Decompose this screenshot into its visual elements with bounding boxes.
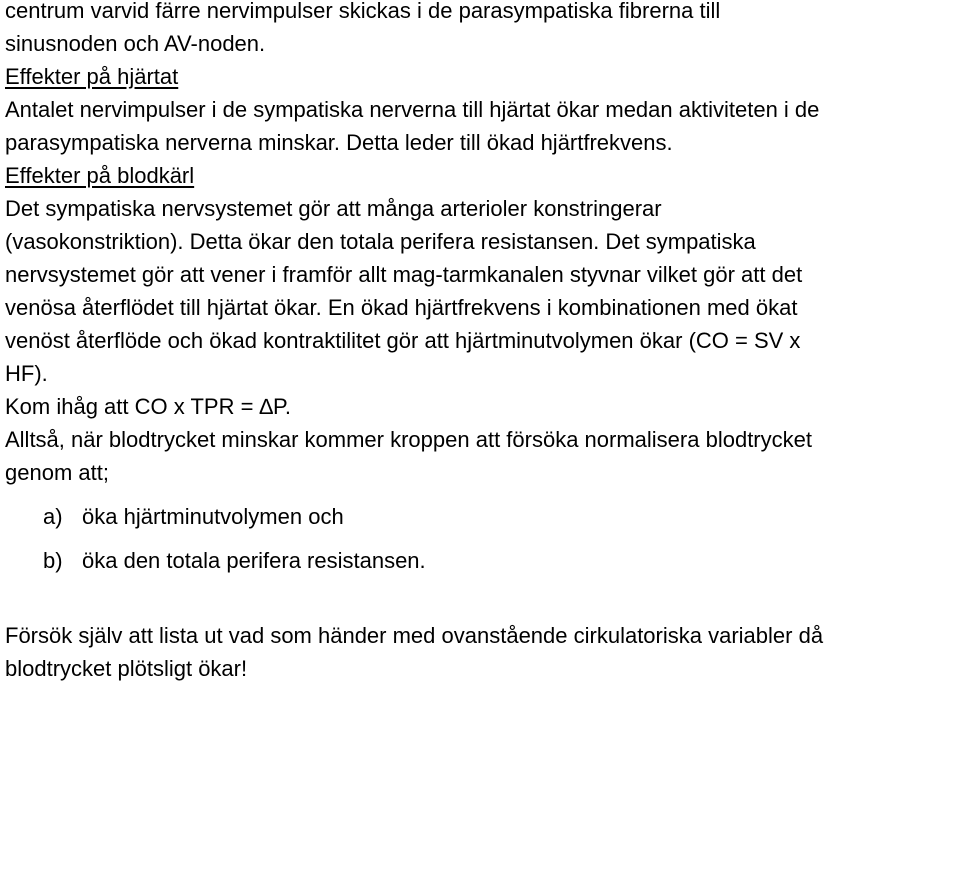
- vessels-line-2: (vasokonstriktion). Detta ökar den totala perifera resistansen. Det sympatiska: [5, 229, 756, 254]
- list-item-text: öka den totala perifera resistansen.: [82, 548, 426, 573]
- list-item-text: öka hjärtminutvolymen och: [82, 504, 344, 529]
- heart-line-2: parasympatiska nerverna minskar. Detta leder till ökad hjärtfrekvens.: [5, 130, 673, 155]
- list-item: [5, 539, 957, 583]
- heart-line-1: Antalet nervimpulser i de sympatiska nerverna till hjärtat ökar medan aktiviteten i de: [5, 97, 820, 122]
- exercise-line-2: blodtrycket plötsligt ökar!: [5, 656, 248, 681]
- vessels-line-4: venösa återflödet till hjärtat ökar. En ökad hjärtfrekvens i kombinationen med ökat: [5, 295, 798, 320]
- list-marker: b): [43, 548, 63, 573]
- document-page: [5, 0, 957, 691]
- vessels-line-1: Det sympatiska nervsystemet gör att många arterioler konstringerar: [5, 196, 662, 221]
- list-item: [5, 495, 957, 539]
- heading-vessel-effects: Effekter på blodkärl: [5, 163, 195, 188]
- heading-heart-effects: Effekter på hjärtat: [5, 64, 179, 89]
- vessels-line-6: HF).: [5, 361, 48, 386]
- intro-line-1: centrum varvid färre nervimpulser skickas i de parasympatiska fibrerna till: [5, 0, 721, 23]
- exercise-line-1: Försök själv att lista ut vad som händer med ovanstående cirkulatoriska variabler då: [5, 623, 824, 648]
- intro-line-2: sinusnoden och AV-noden.: [5, 31, 266, 56]
- remember-formula: Kom ihåg att CO x TPR = ∆P.: [5, 394, 291, 419]
- vessels-line-5: venöst återflöde och ökad kontraktilitet gör att hjärtminutvolymen ökar (CO = SV x: [5, 328, 801, 353]
- summary-line-1: Alltså, när blodtrycket minskar kommer kroppen att försöka normalisera blodtrycket: [5, 427, 812, 452]
- list-marker: a): [43, 504, 63, 529]
- summary-line-2: genom att;: [5, 460, 109, 485]
- vessels-line-3: nervsystemet gör att vener i framför allt mag-tarmkanalen styvnar vilket gör att det: [5, 262, 803, 287]
